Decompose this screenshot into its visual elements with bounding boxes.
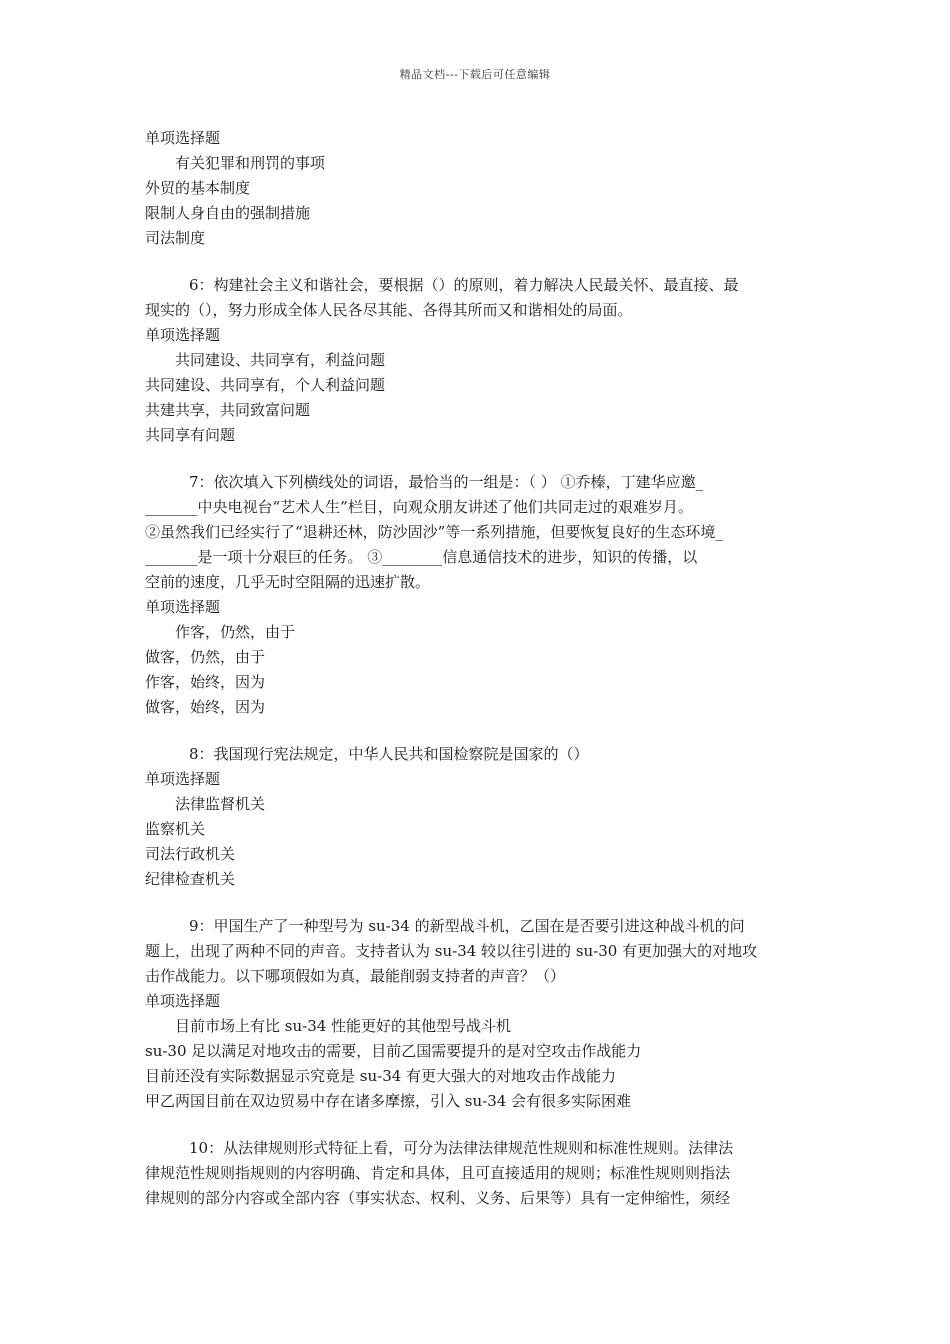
option-b: 做客，仍然，由于 [145,648,266,666]
question-text-line: _______是一项十分艰巨的任务。 ③________信息通信技术的进步，知识的传播，以 [145,548,698,566]
option-a: 作客，仍然，由于 [175,623,296,641]
option-a: 目前市场上有比 su-34 性能更好的其他型号战斗机 [175,1017,512,1035]
question-text-line: 9：甲国生产了一种型号为 su-34 的新型战斗机，乙国在是否要引进这种战斗机的问 [189,917,745,935]
option-a: 有关犯罪和刑罚的事项 [175,154,326,172]
question-text-line: _______中央电视台“艺术人生”栏目，向观众朋友讲述了他们共同走过的艰难岁月。 [145,498,693,516]
question-type-label: 单项选择题 [145,598,221,616]
question-text-line: 6：构建社会主义和谐社会，要根据（）的原则，着力解决人民最关怀、最直接、最 [189,276,739,294]
option-b: 监察机关 [145,820,206,838]
option-d: 纪律检查机关 [145,870,236,888]
question-text-line: ②虽然我们已经实行了“退耕还林，防沙固沙”等一系列措施，但要恢复良好的生态环境_ [145,523,723,541]
document-body [145,126,810,1211]
question-block-6 [145,273,810,448]
option-c: 共建共享，共同致富问题 [145,401,311,419]
question-block-5 [145,126,810,251]
question-type-label: 单项选择题 [145,770,221,788]
option-d: 甲乙两国目前在双边贸易中存在诸多摩擦，引入 su-34 会有很多实际困难 [145,1092,632,1110]
question-text-line: 10：从法律规则形式特征上看，可分为法律法律规范性规则和标准性规则。法律法 [189,1139,734,1157]
option-b: 共同建设、共同享有，个人利益问题 [145,376,386,394]
option-b: su-30 足以满足对地攻击的需要，目前乙国需要提升的是对空攻击作战能力 [145,1042,642,1060]
option-c: 作客，始终，因为 [145,673,266,691]
question-block-10 [145,1136,810,1211]
question-text-line: 空前的速度，几乎无时空阻隔的迅速扩散。 [145,573,431,591]
option-a: 法律监督机关 [175,795,266,813]
question-text-line: 律规则的部分内容或全部内容（事实状态、权利、义务、后果等）具有一定伸缩性，须经 [145,1189,731,1207]
question-block-7 [145,470,810,720]
option-c: 目前还没有实际数据显示究竟是 su-34 有更大强大的对地攻击作战能力 [145,1067,617,1085]
page-header: 精品文档---下载后可任意编辑 [399,68,551,81]
question-type-label: 单项选择题 [145,326,221,344]
question-block-9 [145,914,810,1114]
option-c: 限制人身自由的强制措施 [145,204,311,222]
option-b: 外贸的基本制度 [145,179,251,197]
option-d: 做客，始终，因为 [145,698,266,716]
question-type-label: 单项选择题 [145,129,221,147]
option-d: 共同享有问题 [145,426,236,444]
question-block-8 [145,742,810,892]
question-text-line: 击作战能力。以下哪项假如为真，最能削弱支持者的声音？（） [145,967,566,985]
option-d: 司法制度 [145,229,206,247]
question-text-line: 7：依次填入下列横线处的词语，最恰当的一组是：（ ） ①乔榛，丁建华应邀_ [189,473,704,491]
question-text-line: 现实的（），努力形成全体人民各尽其能、各得其所而又和谐相处的局面。 [145,301,633,319]
question-text-line: 8：我国现行宪法规定，中华人民共和国检察院是国家的（） [189,745,589,763]
question-type-label: 单项选择题 [145,992,221,1010]
option-a: 共同建设、共同享有，利益问题 [175,351,386,369]
option-c: 司法行政机关 [145,845,236,863]
question-text-line: 题上，出现了两种不同的声音。支持者认为 su-34 较以往引进的 su-30 有更加强大的对地攻 [145,942,758,960]
question-text-line: 律规范性规则指规则的内容明确、肯定和具体，且可直接适用的规则；标准性规则则指法 [145,1164,731,1182]
